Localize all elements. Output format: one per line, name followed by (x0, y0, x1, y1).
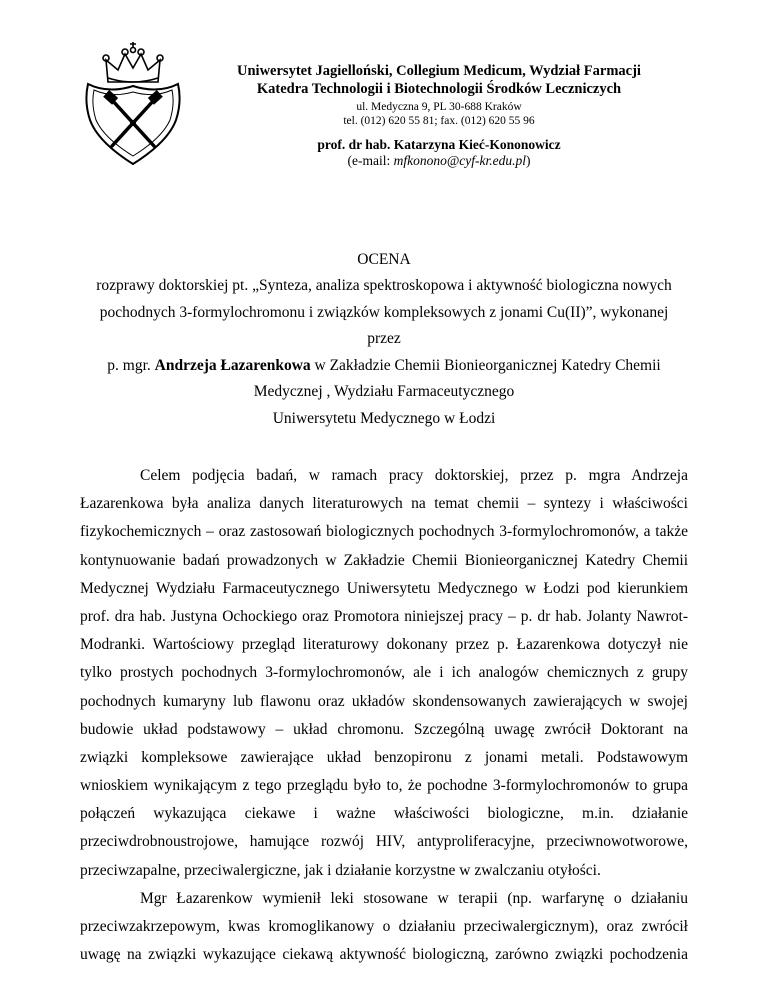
body-line: Mgr Łazarenkow wymienił leki stosowane w terapii (np. warfarynę o działaniu (140, 889, 688, 907)
body-line: przeciwdrobnoustrojowe, hamujące rozwój HIV, antyproliferacyjne, przeciwnowotworowe, (80, 833, 688, 851)
body-line: Łazarenkowa była analiza danych literaturowych na temat chemii – syntezy i właściwości (80, 495, 688, 513)
body-line: kontynuowanie badań prowadzonych w Zakładzie Chemii Bionieorganicznej Katedry Chemii (80, 551, 688, 569)
header-email: (e-mail: mfkonono@cyf-kr.edu.pl) (347, 153, 531, 168)
body-line: Modranki. Wartościowy przegląd literaturowy dokonany przez p. Łazarenkowa dotyczył nie (80, 636, 688, 654)
title-line-1: rozprawy doktorskiej pt. „Synteza, analiza spektroskopowa i aktywność biologiczna nowych (96, 277, 672, 294)
body-line: Medycznej Wydziału Farmaceutycznego Uniwersytetu Medycznego w Łodzi pod kierunkiem (80, 579, 688, 597)
university-crest-icon (78, 42, 188, 172)
body-line: związki kompleksowe zawierające układ benzopironu z jonami metali. Podstawowym (80, 748, 688, 766)
header-phone: tel. (012) 620 55 81; fax. (012) 620 55 96 (343, 115, 535, 127)
body-line: połączeń wykazująca ciekawe i ważne właściwości biologiczne, m.in. działanie (80, 805, 688, 823)
header-author: prof. dr hab. Katarzyna Kieć-Kononowicz (317, 137, 561, 152)
body-line: pochodnych kumaryny lub flawonu oraz układów skondensowanych zawierających w swojej (80, 692, 688, 710)
body-line: fizykochemicznych – oraz zastosowań biologicznych pochodnych 3-formylochromonów, a także (80, 523, 688, 541)
candidate-name: Andrzeja Łazarenkowa (154, 357, 311, 374)
body-line: uwagę na związki wykazujące ciekawą aktywność biologiczną, zarówno związki pochodzenia (80, 946, 688, 964)
body-line: tylko prostych pochodnych 3-formylochromonów, ale i ich analogów chemicznych z grupy (80, 664, 688, 682)
body-line: budowie układ podstawowy – układ chromonu. Szczególną uwagę zwrócił Doktorant na (80, 720, 688, 738)
header-university: Uniwersytet Jagielloński, Collegium Medicum, Wydział Farmacji (237, 63, 641, 79)
title-line-2: pochodnych 3-formylochromonu i związków kompleksowych z jonami Cu(II)”, wykonanej (99, 304, 669, 321)
body-line: wnioskiem wynikającym z tego przeglądu było to, że pochodne 3-formylochromonów to grupa (80, 777, 688, 795)
header-department: Katedra Technologii i Biotechnologii Środków Leczniczych (256, 81, 622, 97)
body-line: przeciwzakrzepowym, kwas kromoglikanowy o działaniu przeciwalergicznym), oraz zwrócił (80, 918, 688, 935)
body-line: Celem podjęcia badań, w ramach pracy doktorskiej, przez p. mgra Andrzeja (140, 467, 688, 484)
header-address: ul. Medyczna 9, PL 30-688 Kraków (356, 101, 522, 113)
email-link[interactable]: mfkonono@cyf-kr.edu.pl (393, 153, 526, 168)
body-line: prof. dra hab. Justyna Ochockiego oraz Promotora niniejszej pracy – p. dr hab. Jolanty Nawrot- (80, 607, 688, 625)
document-heading: OCENA (357, 251, 411, 268)
body-line: przeciwzapalne, przeciwalergiczne, jak i działanie korzystne w zwalczaniu otyłości. (80, 861, 601, 879)
title-line-5: Medycznej , Wydziału Farmaceutycznego (253, 383, 515, 400)
title-line-6: Uniwersytetu Medycznego w Łodzi (272, 410, 496, 427)
title-line-4: p. mgr. Andrzeja Łazarenkowa w Zakładzie Chemii Bionieorganicznej Katedry Chemii (107, 357, 661, 374)
title-line-3: przez (367, 330, 401, 347)
body-text (80, 462, 688, 969)
